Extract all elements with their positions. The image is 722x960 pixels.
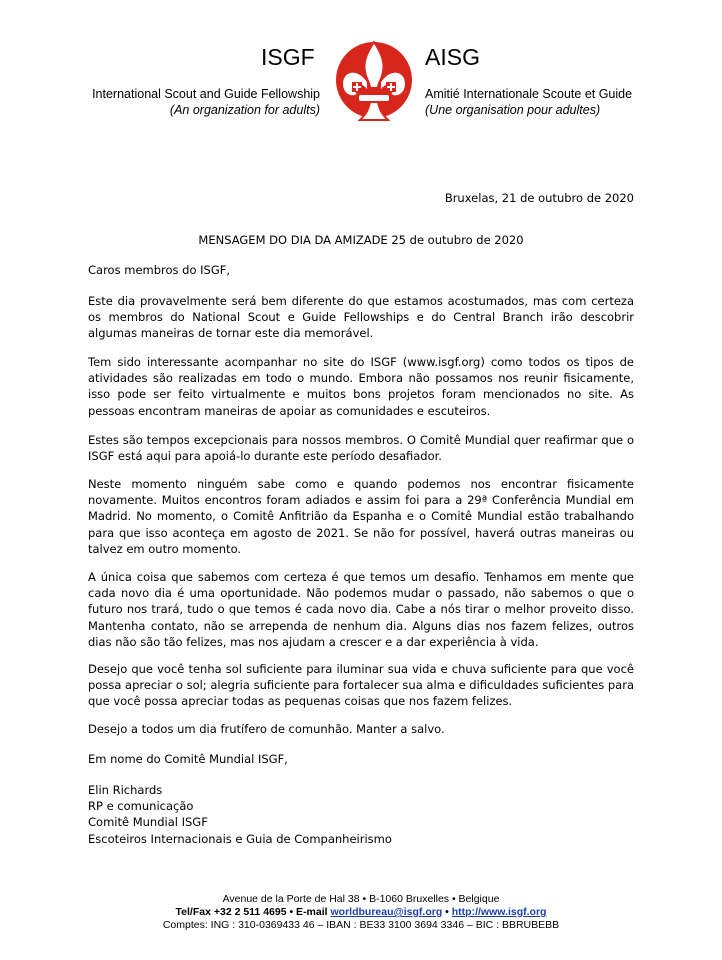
letter-subject: MENSAGEM DO DIA DA AMIZADE 25 de outubro de 2020: [198, 233, 524, 247]
paragraph-6: Desejo que você tenha sol suficiente para iluminar sua vida e chuva suficiente para que você possa apreciar o sol; alegria suficiente para fortalecer sua alma e dificuldades suficientes para que você possa apreciar todas as pequenas coisas que nos fazem felizes.: [88, 662, 634, 709]
signature-role: RP e comunicação: [88, 799, 194, 814]
footer-telfax: Tel/Fax +32 2 511 4695 • E-mail: [175, 906, 331, 918]
signature-organization: Escoteiros Internacionais e Guia de Companheirismo: [88, 831, 392, 846]
org-name-fr: Amitié Internationale Scoute et Guide: [425, 87, 633, 101]
header-right-block: [425, 86, 685, 118]
brand-aisg: AISG: [425, 44, 480, 70]
signature-committee: Comitê Mundial ISGF: [88, 815, 208, 830]
paragraph-2: Tem sido interessante acompanhar no site do ISGF (www.isgf.org) como todos os tipos de atividades são realizadas em todo o mundo. Embora não possamos nos reunir fisicamente, isso pode ser feito virtualmente e muitos bons projetos foram mencionados no site. As pessoas encontram maneiras de apoiar as comunidades e escuteiros.: [88, 355, 634, 418]
footer-website-link[interactable]: http://www.isgf.org: [451, 906, 547, 918]
footer-contact: [0, 906, 722, 919]
cross-right-icon: [386, 82, 396, 92]
letter-greeting: Caros membros do ISGF,: [88, 263, 231, 277]
footer-email-link[interactable]: worldbureau@isgf.org: [330, 906, 443, 918]
paragraph-1: Este dia provavelmente será bem diferente do que estamos acostumados, mas com certeza os membros do National Scout e Guide Fellowships e do Central Branch irão descobrir algumas maneiras de tornar este dia memorável.: [88, 294, 634, 341]
org-name-en: International Scout and Guide Fellowship: [92, 87, 320, 101]
footer-accounts: Comptes: ING : 310-0369433 46 – IBAN : BE33 3100 3694 3346 – BIC : BBRUBEBB: [162, 919, 560, 931]
paragraph-5: A única coisa que sabemos com certeza é que temos um desafio. Tenhamos em mente que cada novo dia é uma oportunidade. Não podemos mudar o passado, não sabemos o que o futuro nos trará, tudo o que temos é cada novo dia. Cabe a nós tirar o melhor proveito disso. Mantenha contato, não se arrependa de nenhum dia. Alguns dias nos fazem felizes, outros dias não são tão felizes, mas nos ajudam a crescer e a dar experiência à vida.: [88, 570, 634, 649]
fleur-de-lis-emblem-icon: [328, 36, 420, 128]
footer-address: Avenue de la Porte de Hal 38 • B-1060 Bruxelles • Belgique: [222, 893, 500, 905]
paragraph-7: Desejo a todos um dia frutífero de comunhão. Manter a salvo.: [88, 722, 445, 736]
cross-left-icon: [352, 82, 362, 92]
letter-date: Bruxelas, 21 de outubro de 2020: [444, 191, 634, 205]
paragraph-3: Estes são tempos excepcionais para nossos membros. O Comitê Mundial quer reafirmar que o ISGF está aqui para apoiá-lo durante este período desafiador.: [88, 433, 634, 464]
header-left-block: [60, 86, 320, 118]
signature-block: [88, 782, 634, 847]
org-tagline-en: (An organization for adults): [169, 103, 320, 117]
signature-name: Elin Richards: [88, 783, 163, 797]
paragraph-4: Neste momento ninguém sabe como e quando podemos nos encontrar fisicamente novamente. Muitos encontros foram adiados e assim foi para a 29ª Conferência Mundial em Madrid. No momento, o Comitê Anfitrião da Espanha e o Comitê Mundial estão trabalhando para que isso aconteça em agosto de 2021. Se não for possível, haverá outras maneiras ou talvez em outro momento.: [88, 477, 634, 556]
brand-isgf: ISGF: [261, 44, 315, 70]
letter-closing: Em nome do Comitê Mundial ISGF,: [88, 752, 288, 766]
footer-separator: •: [442, 906, 452, 918]
org-tagline-fr: (Une organisation pour adultes): [425, 103, 601, 117]
